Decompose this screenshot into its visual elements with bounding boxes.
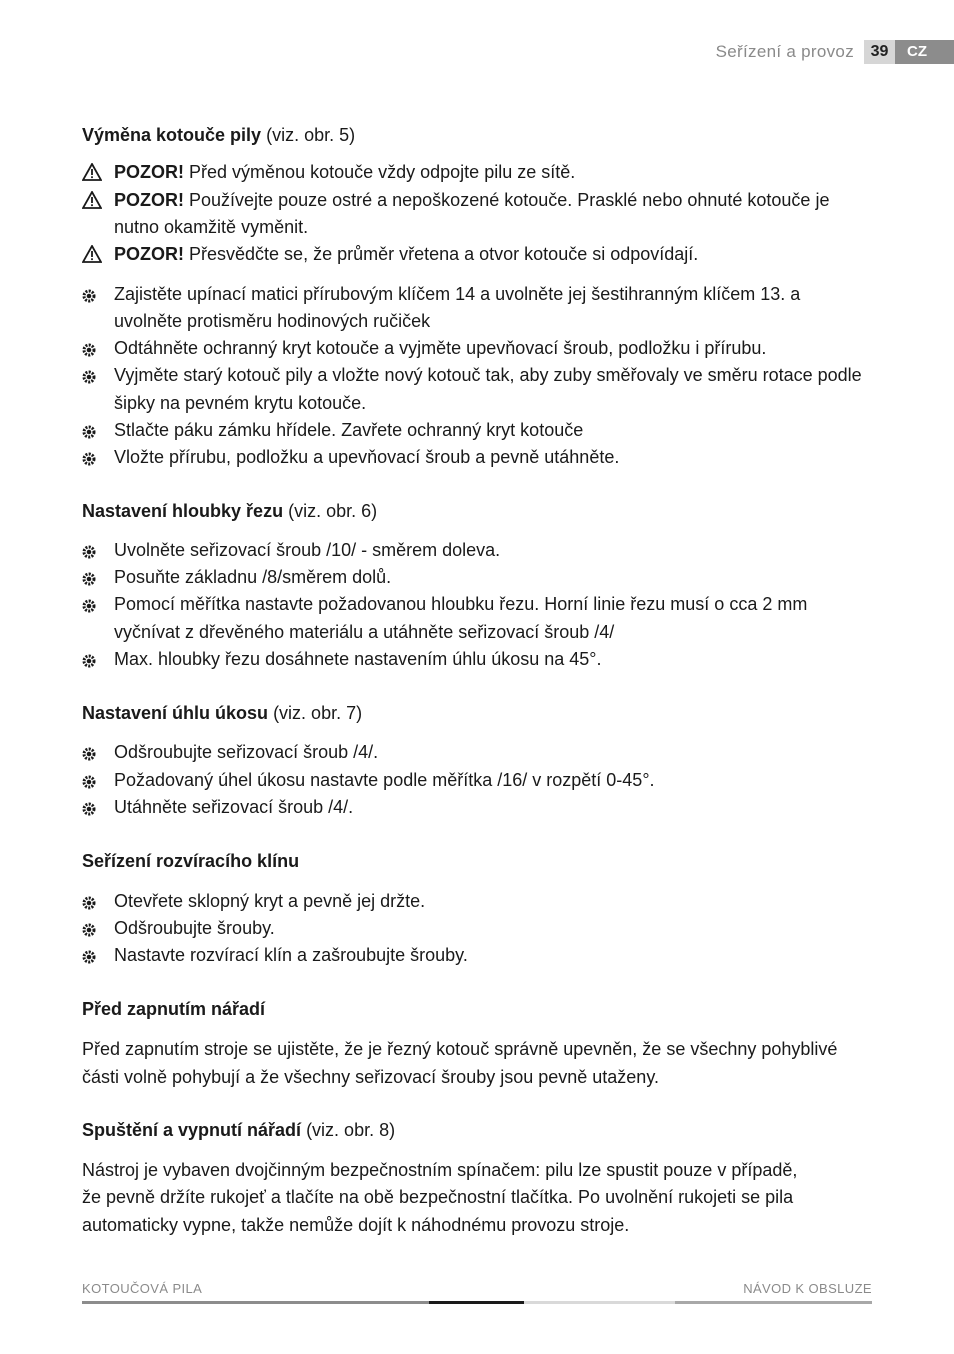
footer-product-name: KOTOUČOVÁ PILA (82, 1281, 203, 1296)
list-item: Nastavte rozvírací klín a zašroubujte šrouby. (114, 945, 468, 965)
footer-bar-segment (675, 1301, 872, 1304)
warning-triangle-icon (82, 163, 102, 181)
footer-bar-segment (82, 1301, 429, 1304)
warning-text: Před výměnou kotouče vždy odpojte pilu ze sítě. (189, 162, 576, 182)
warning-triangle-icon (82, 245, 102, 263)
list-item: Otevřete sklopný kryt a pevně jej držte. (114, 891, 426, 911)
section-title-blade-change (82, 125, 355, 146)
list-item-continuation: šipky na pevném krytu kotouče. (114, 393, 367, 413)
gear-bullet-icon (82, 747, 96, 761)
warning-line (114, 187, 829, 214)
list-item: Stlačte páku zámku hřídele. Zavřete ochranný kryt kotouče (114, 420, 584, 440)
gear-bullet-icon (82, 599, 96, 613)
gear-bullet-icon (82, 802, 96, 816)
warning-text: Přesvědčte se, že průměr vřetena a otvor kotouče si odpovídají. (189, 244, 699, 264)
paragraph-line: že pevně držíte rukojeť a tlačíte na obě bezpečnostní tlačítka. Po uvolnění rukojeti se pila (82, 1187, 794, 1207)
list-item: Uvolněte seřizovací šroub /10/ - směrem doleva. (114, 540, 501, 560)
list-item-continuation: vyčnívat z dřevěného materiálu a utáhněte seřizovací šroub /4/ (114, 622, 615, 642)
figure-reference: (viz. obr. 6) (288, 501, 378, 521)
warning-triangle-icon (82, 191, 102, 209)
section-heading: Nastavení hloubky řezu (82, 501, 284, 521)
section-title-before-start (82, 999, 265, 1020)
section-title-cut-depth (82, 501, 377, 522)
footer-document-type: NÁVOD K OBSLUZE (743, 1281, 872, 1296)
warning-text-continuation: nutno okamžitě vyměnit. (114, 217, 309, 237)
figure-reference: (viz. obr. 8) (306, 1120, 396, 1140)
list-item: Odtáhněte ochranný kryt kotouče a vyjměte upevňovací šroub, podložku i přírubu. (114, 338, 767, 358)
paragraph-line: automaticky vypne, takže nemůže dojít k náhodnému provozu stroje. (82, 1215, 630, 1235)
list-item: Vyjměte starý kotouč pily a vložte nový kotouč tak, aby zuby směřovaly ve směru rotace podle (114, 365, 862, 385)
paragraph-line: Nástroj je vybaven dvojčinným bezpečnostním spínačem: pilu lze spustit pouze v případě, (82, 1160, 798, 1180)
section-heading: Spuštění a vypnutí nářadí (82, 1120, 302, 1140)
page-number: 39 (864, 40, 895, 64)
warning-label: POZOR! (114, 244, 184, 264)
list-item: Zajistěte upínací matici přírubovým klíčem 14 a uvolněte jej šestihranným klíčem 13. a (114, 284, 801, 304)
list-item: Vložte přírubu, podložku a upevňovací šroub a pevně utáhněte. (114, 447, 620, 467)
list-item: Utáhněte seřizovací šroub /4/. (114, 797, 354, 817)
gear-bullet-icon (82, 289, 96, 303)
section-heading: Seřízení rozvíracího klínu (82, 851, 300, 871)
gear-bullet-icon (82, 775, 96, 789)
gear-bullet-icon (82, 950, 96, 964)
section-title-start-stop (82, 1120, 395, 1141)
list-item: Požadovaný úhel úkosu nastavte podle měřítka /16/ v rozpětí 0-45°. (114, 770, 655, 790)
list-item: Max. hloubky řezu dosáhnete nastavením úhlu úkosu na 45°. (114, 649, 602, 669)
warning-label: POZOR! (114, 162, 184, 182)
gear-bullet-icon (82, 896, 96, 910)
paragraph-line: části volně pohybují a že všechny seřizovací šrouby jsou pevně utaženy. (82, 1067, 659, 1087)
gear-bullet-icon (82, 572, 96, 586)
gear-bullet-icon (82, 654, 96, 668)
warning-text: Používejte pouze ostré a nepoškozené kotouče. Prasklé nebo ohnuté kotouče je (189, 190, 830, 210)
warning-line (114, 159, 575, 186)
gear-bullet-icon (82, 545, 96, 559)
gear-bullet-icon (82, 425, 96, 439)
gear-bullet-icon (82, 452, 96, 466)
list-item: Odšroubujte seřizovací šroub /4/. (114, 742, 379, 762)
section-heading: Nastavení úhlu úkosu (82, 703, 269, 723)
gear-bullet-icon (82, 923, 96, 937)
paragraph-line: Před zapnutím stroje se ujistěte, že je řezný kotouč správně upevněn, že se všechny pohyblivé (82, 1039, 838, 1059)
language-tag: CZ (895, 40, 954, 64)
section-title-riving-knife (82, 851, 299, 872)
gear-bullet-icon (82, 370, 96, 384)
list-item: Odšroubujte šrouby. (114, 918, 275, 938)
section-heading: Výměna kotouče pily (82, 125, 262, 145)
figure-reference: (viz. obr. 7) (273, 703, 363, 723)
gear-bullet-icon (82, 343, 96, 357)
section-heading: Před zapnutím nářadí (82, 999, 266, 1019)
footer-bar-segment (429, 1301, 524, 1304)
warning-line (114, 241, 698, 268)
figure-reference: (viz. obr. 5) (266, 125, 356, 145)
list-item-continuation: uvolněte protisměru hodinových ručiček (114, 311, 431, 331)
footer-bar-segment (524, 1301, 675, 1304)
section-title-bevel (82, 703, 362, 724)
header-title: Seřízení a provoz (715, 42, 854, 61)
warning-label: POZOR! (114, 190, 184, 210)
list-item: Pomocí měřítka nastavte požadovanou hloubku řezu. Horní linie řezu musí o cca 2 mm (114, 594, 808, 614)
list-item: Posuňte základnu /8/směrem dolů. (114, 567, 392, 587)
